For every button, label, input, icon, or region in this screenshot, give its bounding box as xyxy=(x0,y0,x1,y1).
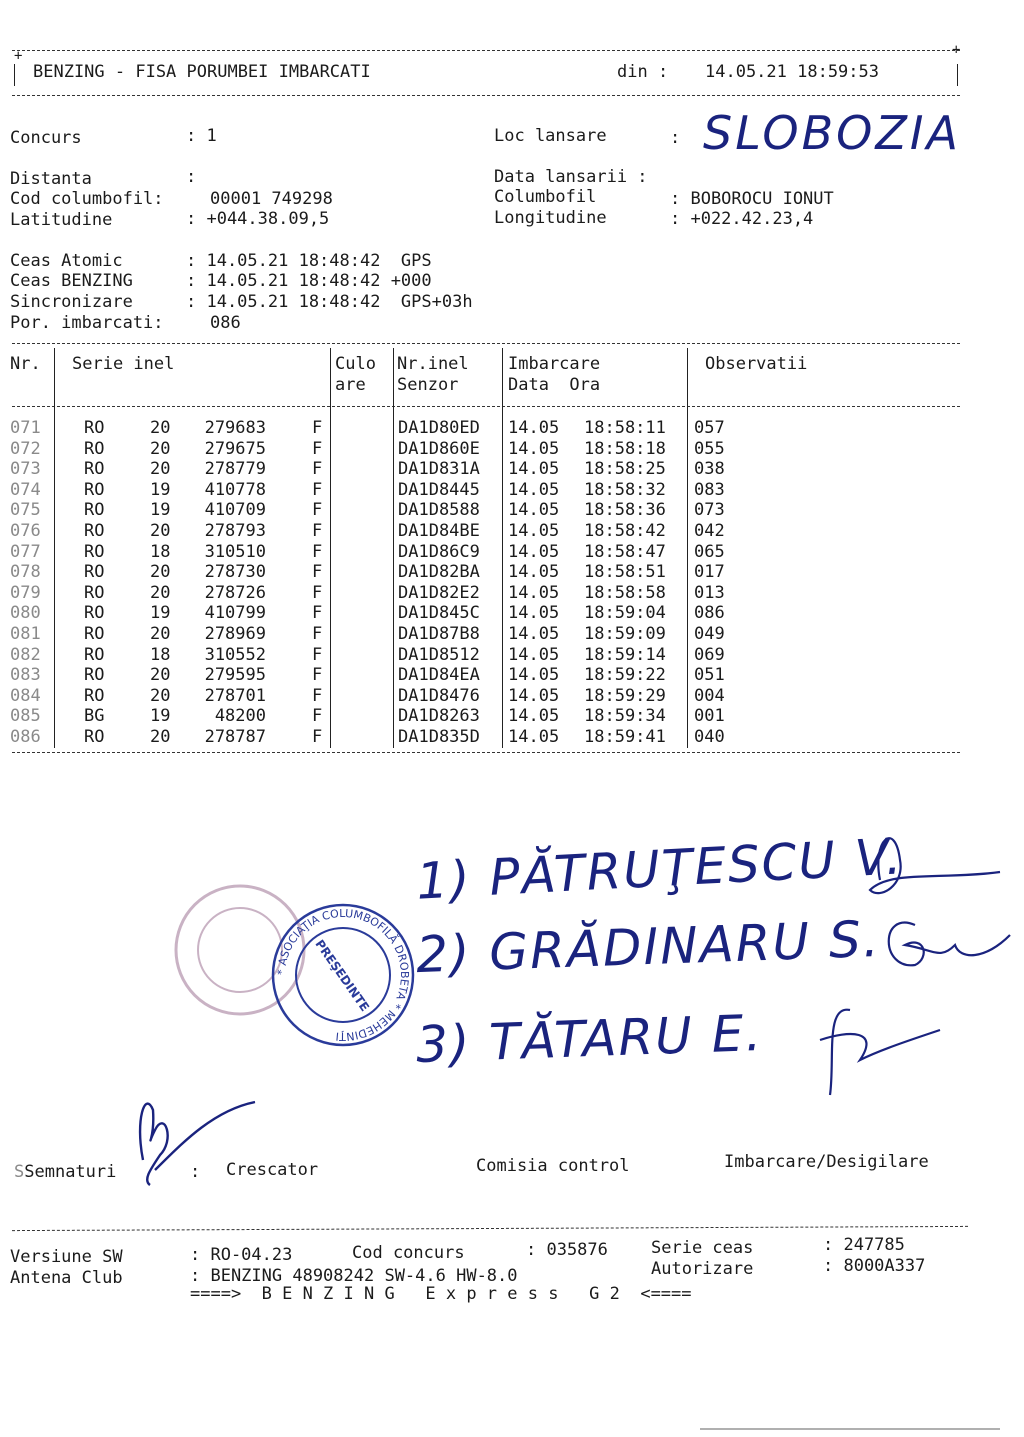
autorizare-value: : 8000A337 xyxy=(823,1256,926,1276)
cell-nr: 074 xyxy=(10,479,41,500)
cell-date: 14.05 xyxy=(508,418,560,438)
versiune-sw-label: Versiune SW xyxy=(10,1247,123,1267)
cell-nr: 085 xyxy=(10,706,41,727)
cell-country: RO xyxy=(84,582,105,603)
cell-year: 20 xyxy=(150,665,171,686)
cell-sex: F xyxy=(312,706,323,727)
header-serie-inel: Serie inel xyxy=(72,354,175,374)
loc-lansare-label: Loc lansare xyxy=(494,126,607,146)
cell-observatii: 042 xyxy=(694,521,725,541)
cell-observatii: 040 xyxy=(694,727,725,747)
header-imbarcare-2: Data Ora xyxy=(508,375,601,395)
cell-date: 14.05 xyxy=(508,479,560,500)
print-date-value: 14.05.21 18:59:53 xyxy=(705,62,879,82)
loc-lansare-colon: : xyxy=(670,128,681,148)
ceas-atomic-value: : 14.05.21 18:48:42 GPS xyxy=(186,251,432,271)
ceas-atomic-label: Ceas Atomic xyxy=(10,251,123,271)
cell-ring-number: 410709 xyxy=(204,500,266,521)
cell-time: 18:58:36 xyxy=(584,500,666,521)
longitudine-label: Longitudine xyxy=(494,208,607,228)
cell-time: 18:58:11 xyxy=(584,418,666,438)
cell-time: 18:58:58 xyxy=(584,582,666,603)
cell-nr: 084 xyxy=(10,685,41,706)
cell-time: 18:59:14 xyxy=(584,644,666,665)
document-title: BENZING - FISA PORUMBEI IMBARCATI xyxy=(33,62,371,82)
cell-sensor: DA1D845C xyxy=(398,603,480,624)
cell-sex: F xyxy=(312,685,323,706)
columbofil-label: Columbofil xyxy=(494,187,597,207)
cell-nr: 076 xyxy=(10,521,41,541)
cell-year: 20 xyxy=(150,582,171,603)
cell-country: RO xyxy=(84,418,105,438)
distanta-value: : xyxy=(186,167,197,187)
cell-sex: F xyxy=(312,582,323,603)
header-right-corner: + xyxy=(952,42,961,58)
cell-year: 20 xyxy=(150,562,171,583)
cell-date: 14.05 xyxy=(508,727,560,747)
cell-sex: F xyxy=(312,644,323,665)
ceas-benzing-value: : 14.05.21 18:48:42 +000 xyxy=(186,271,432,291)
cell-year: 20 xyxy=(150,521,171,541)
cell-ring-number: 278787 xyxy=(204,727,266,747)
cell-ring-number: 278793 xyxy=(204,521,266,541)
cell-ring-number: 310510 xyxy=(204,541,266,562)
cell-time: 18:58:25 xyxy=(584,459,666,480)
cell-year: 20 xyxy=(150,418,171,438)
cell-time: 18:59:34 xyxy=(584,706,666,727)
cell-ring-number: 410778 xyxy=(204,479,266,500)
data-lansarii-label: Data lansarii : xyxy=(494,167,648,187)
cell-sex: F xyxy=(312,562,323,583)
semnaturi-label: SSemnaturi xyxy=(14,1162,117,1182)
stamp-center-text: PREŞEDINTE xyxy=(312,937,372,1014)
cell-observatii: 038 xyxy=(694,459,725,480)
cell-observatii: 055 xyxy=(694,438,725,459)
cell-time: 18:58:32 xyxy=(584,479,666,500)
cell-sensor: DA1D8512 xyxy=(398,644,480,665)
cell-date: 14.05 xyxy=(508,685,560,706)
cell-sex: F xyxy=(312,459,323,480)
cell-sex: F xyxy=(312,418,323,438)
cell-date: 14.05 xyxy=(508,706,560,727)
cell-date: 14.05 xyxy=(508,665,560,686)
cell-date: 14.05 xyxy=(508,500,560,521)
header-nr-inel-2: Senzor xyxy=(397,375,459,395)
cell-ring-number: 279595 xyxy=(204,665,266,686)
cell-observatii: 086 xyxy=(694,603,725,624)
cod-concurs-label: Cod concurs xyxy=(352,1243,465,1263)
cell-year: 20 xyxy=(150,624,171,644)
cell-nr: 071 xyxy=(10,418,41,438)
versiune-sw-value: : RO-04.23 xyxy=(190,1245,293,1265)
cell-sensor: DA1D80ED xyxy=(398,418,480,438)
cell-country: RO xyxy=(84,521,105,541)
cell-country: RO xyxy=(84,541,105,562)
cell-date: 14.05 xyxy=(508,521,560,541)
cell-observatii: 001 xyxy=(694,706,725,727)
cell-sensor: DA1D835D xyxy=(398,727,480,747)
cell-ring-number: 279675 xyxy=(204,438,266,459)
cell-date: 14.05 xyxy=(508,582,560,603)
cell-year: 19 xyxy=(150,706,171,727)
ceas-benzing-label: Ceas BENZING xyxy=(10,271,133,291)
benzing-express-banner: ====> B E N Z I N G E x p r e s s G 2 <==== xyxy=(190,1284,692,1304)
cell-date: 14.05 xyxy=(508,459,560,480)
handwritten-name-3: 3) TĂTARU E. xyxy=(415,1003,765,1075)
cell-observatii: 049 xyxy=(694,624,725,644)
header-nr-inel-1: Nr.inel xyxy=(397,354,469,374)
cell-country: BG xyxy=(84,706,105,727)
cell-country: RO xyxy=(84,665,105,686)
cell-observatii: 051 xyxy=(694,665,725,686)
cell-observatii: 017 xyxy=(694,562,725,583)
cell-country: RO xyxy=(84,479,105,500)
header-culoare-2: are xyxy=(335,375,366,395)
cell-ring-number: 278969 xyxy=(204,624,266,644)
cell-year: 18 xyxy=(150,644,171,665)
antena-club-value: : BENZING 48908242 SW-4.6 HW-8.0 xyxy=(190,1266,518,1286)
cell-nr: 083 xyxy=(10,665,41,686)
cell-observatii: 073 xyxy=(694,500,725,521)
cell-observatii: 013 xyxy=(694,582,725,603)
cell-date: 14.05 xyxy=(508,438,560,459)
concurs-value: : 1 xyxy=(186,126,217,146)
cell-time: 18:59:22 xyxy=(584,665,666,686)
cell-date: 14.05 xyxy=(508,624,560,644)
header-observatii: Observatii xyxy=(705,354,808,374)
cell-observatii: 057 xyxy=(694,418,725,438)
cell-year: 19 xyxy=(150,603,171,624)
cell-nr: 080 xyxy=(10,603,41,624)
cell-year: 18 xyxy=(150,541,171,562)
header-imbarcare-1: Imbarcare xyxy=(508,354,601,374)
cell-nr: 081 xyxy=(10,624,41,644)
cell-sex: F xyxy=(312,541,323,562)
cell-country: RO xyxy=(84,685,105,706)
club-stamp xyxy=(268,900,418,1050)
cod-columbofil-label: Cod columbofil: xyxy=(10,189,164,209)
cell-observatii: 083 xyxy=(694,479,725,500)
cell-time: 18:58:18 xyxy=(584,438,666,459)
concurs-label: Concurs xyxy=(10,128,82,148)
cell-time: 18:58:51 xyxy=(584,562,666,583)
cell-sensor: DA1D860E xyxy=(398,438,480,459)
cod-columbofil-value: 00001 749298 xyxy=(210,189,333,209)
latitudine-value: : +044.38.09,5 xyxy=(186,209,330,229)
cell-ring-number: 410799 xyxy=(204,603,266,624)
cell-sex: F xyxy=(312,727,323,747)
jury-signature-3 xyxy=(820,1010,940,1095)
header-culoare-1: Culo xyxy=(335,354,376,374)
cell-time: 18:59:29 xyxy=(584,685,666,706)
header-left-corner: + xyxy=(14,48,23,64)
cell-observatii: 069 xyxy=(694,644,725,665)
cell-year: 19 xyxy=(150,479,171,500)
cell-year: 19 xyxy=(150,500,171,521)
cell-sensor: DA1D84BE xyxy=(398,521,480,541)
cell-sensor: DA1D831A xyxy=(398,459,480,480)
print-date-label: din : xyxy=(617,62,669,82)
cell-observatii: 065 xyxy=(694,541,725,562)
serie-ceas-label: Serie ceas xyxy=(651,1238,754,1258)
cell-nr: 073 xyxy=(10,459,41,480)
cell-nr: 082 xyxy=(10,644,41,665)
cell-country: RO xyxy=(84,727,105,747)
cell-year: 20 xyxy=(150,438,171,459)
cell-country: RO xyxy=(84,459,105,480)
comisia-control-label: Comisia control xyxy=(476,1156,630,1176)
cell-year: 20 xyxy=(150,459,171,480)
cell-country: RO xyxy=(84,500,105,521)
cell-nr: 086 xyxy=(10,727,41,747)
cell-sensor: DA1D8476 xyxy=(398,685,480,706)
cell-nr: 072 xyxy=(10,438,41,459)
crescator-label: Crescator xyxy=(226,1160,319,1180)
cell-sex: F xyxy=(312,624,323,644)
cell-ring-number: 310552 xyxy=(204,644,266,665)
cell-sensor: DA1D82BA xyxy=(398,562,480,583)
cell-year: 20 xyxy=(150,685,171,706)
cell-sensor: DA1D8588 xyxy=(398,500,480,521)
autorizare-label: Autorizare xyxy=(651,1259,754,1279)
cell-sex: F xyxy=(312,521,323,541)
cell-ring-number: 278730 xyxy=(204,562,266,583)
porumbei-imbarcati-label: Por. imbarcati: xyxy=(10,313,164,333)
cell-time: 18:59:04 xyxy=(584,603,666,624)
handwritten-name-2: 2) GRĂDINARU S. xyxy=(415,909,882,985)
cell-sex: F xyxy=(312,665,323,686)
cell-time: 18:59:41 xyxy=(584,727,666,747)
cell-nr: 079 xyxy=(10,582,41,603)
stamp-ring-text: * ASOCIAŢIA COLUMBOFILĂ DROBETA * MEHEDINŢI xyxy=(274,906,412,1044)
cell-nr: 078 xyxy=(10,562,41,583)
latitudine-label: Latitudine xyxy=(10,210,113,230)
cell-ring-number: 278779 xyxy=(204,459,266,480)
cell-country: RO xyxy=(84,438,105,459)
jury-signature-2 xyxy=(889,923,1010,966)
cell-sensor: DA1D84EA xyxy=(398,665,480,686)
cell-date: 14.05 xyxy=(508,541,560,562)
cell-sex: F xyxy=(312,438,323,459)
cell-date: 14.05 xyxy=(508,562,560,583)
loc-lansare-handwritten: SLOBOZIA xyxy=(703,106,961,160)
cell-time: 18:59:09 xyxy=(584,624,666,644)
cell-ring-number: 278701 xyxy=(204,685,266,706)
sincronizare-value: : 14.05.21 18:48:42 GPS+03h xyxy=(186,292,473,312)
serie-ceas-value: : 247785 xyxy=(823,1235,905,1255)
jury-signature-1 xyxy=(870,838,1000,893)
sincronizare-label: Sincronizare xyxy=(10,292,133,312)
header-nr: Nr. xyxy=(10,354,41,374)
cell-sex: F xyxy=(312,479,323,500)
cell-time: 18:58:47 xyxy=(584,541,666,562)
cell-nr: 075 xyxy=(10,500,41,521)
cell-sex: F xyxy=(312,603,323,624)
paper-edge xyxy=(700,1428,1000,1430)
cod-concurs-value: : 035876 xyxy=(526,1240,608,1260)
cell-sensor: DA1D8263 xyxy=(398,706,480,727)
semnaturi-colon: : xyxy=(190,1162,201,1182)
cell-sensor: DA1D86C9 xyxy=(398,541,480,562)
cell-sensor: DA1D8445 xyxy=(398,479,480,500)
cell-sensor: DA1D87B8 xyxy=(398,624,480,644)
porumbei-imbarcati-value: 086 xyxy=(210,313,241,333)
handwritten-name-1: 1) PĂTRUŢESCU V. xyxy=(414,827,905,911)
cell-country: RO xyxy=(84,644,105,665)
longitudine-value: : +022.42.23,4 xyxy=(670,209,814,229)
imbarcare-desigilare-label: Imbarcare/Desigilare xyxy=(724,1152,929,1172)
semnaturi-text: Semnaturi xyxy=(24,1162,117,1182)
cell-nr: 077 xyxy=(10,541,41,562)
distanta-label: Distanta xyxy=(10,169,92,189)
cell-time: 18:58:42 xyxy=(584,521,666,541)
cell-date: 14.05 xyxy=(508,644,560,665)
cell-year: 20 xyxy=(150,727,171,747)
cell-ring-number: 279683 xyxy=(204,418,266,438)
cell-date: 14.05 xyxy=(508,603,560,624)
cell-ring-number: 278726 xyxy=(204,582,266,603)
columbofil-value: : BOBOROCU IONUT xyxy=(670,189,834,209)
cell-country: RO xyxy=(84,562,105,583)
cell-country: RO xyxy=(84,624,105,644)
cell-sensor: DA1D82E2 xyxy=(398,582,480,603)
cell-ring-number: 48200 xyxy=(214,706,266,727)
antena-club-label: Antena Club xyxy=(10,1268,123,1288)
cell-observatii: 004 xyxy=(694,685,725,706)
cell-country: RO xyxy=(84,603,105,624)
cell-sex: F xyxy=(312,500,323,521)
